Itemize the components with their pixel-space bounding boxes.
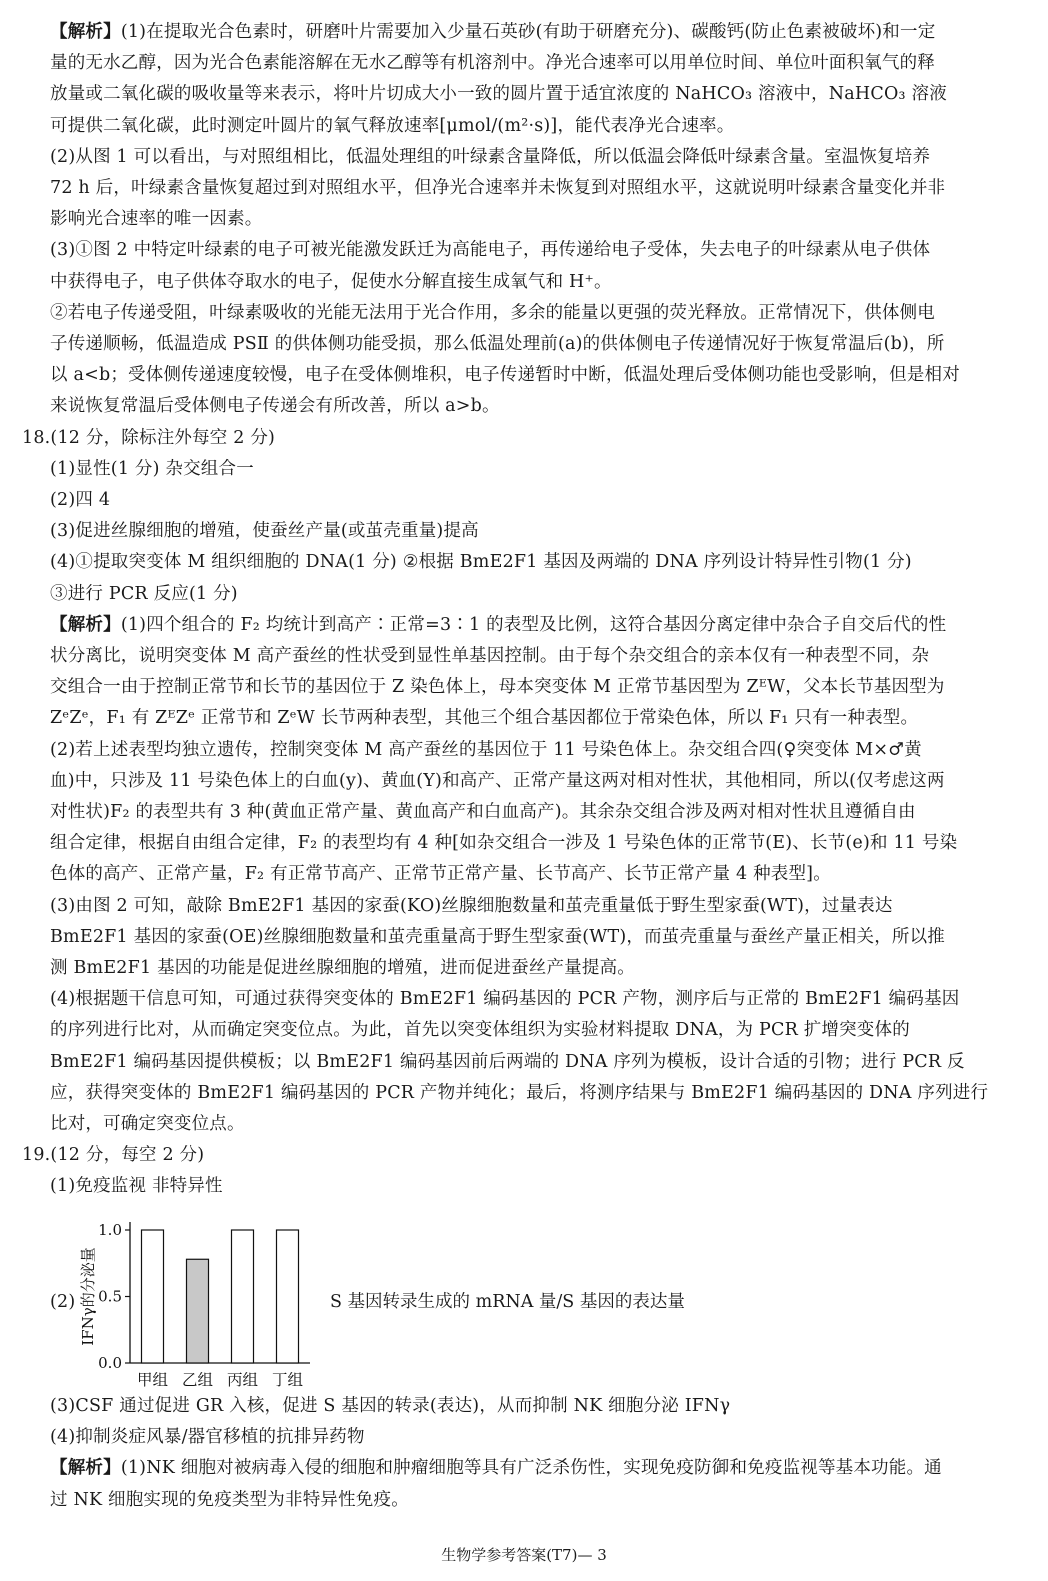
- text-line: BmE2F1 基因的家蚕(OE)丝腺细胞数量和茧壳重量高于野生型家蚕(WT)，而茧壳重量与蚕丝产量正相关，所以推: [50, 926, 945, 947]
- text-line: (2)从图 1 可以看出，与对照组相比，低温处理组的叶绿素含量降低，所以低温会降低叶绿素含量。室温恢复培养: [50, 146, 931, 167]
- text-line: 应，获得突变体的 BmE2F1 编码基因的 PCR 产物并纯化；最后，将测序结果与 BmE2F1 编码基因的 DNA 序列进行: [50, 1082, 989, 1103]
- text-line: (3)由图 2 可知，敲除 BmE2F1 基因的家蚕(KO)丝腺细胞数量和茧壳重量低于野生型家蚕(WT)，过量表达: [50, 895, 893, 916]
- text-line: 【解析】(1)在提取光合色素时，研磨叶片需要加入少量石英砂(有助于研磨充分)、碳酸钙(防止色素被破坏)和一定: [50, 22, 936, 42]
- analysis-marker: 【解析】: [50, 1458, 121, 1479]
- text-line: 过 NK 细胞实现的免疫类型为非特异性免疫。: [50, 1489, 409, 1510]
- bar-甲组: [142, 1230, 164, 1363]
- text-line: 19.(12 分，每空 2 分): [22, 1145, 205, 1166]
- text-line: 测 BmE2F1 基因的功能是促进丝腺细胞的增殖，进而促进蚕丝产量提高。: [50, 958, 635, 978]
- text-line: ②若电子传递受阻，叶绿素吸收的光能无法用于光合作用，多余的能量以更强的荧光释放。正常情况下，供体侧电: [50, 302, 935, 323]
- y-tick-label: 0.5: [98, 1287, 122, 1306]
- text-line: 72 h 后，叶绿素含量恢复超过到对照组水平，但净光合速率并未恢复到对照组水平，这就说明叶绿素含量变化并非: [50, 178, 946, 198]
- text-line: 组合定律，根据自由组合定律，F₂ 的表型均有 4 种[如杂交组合一涉及 1 号染色体的正常节(E)、长节(e)和 11 号染: [50, 833, 958, 854]
- x-tick-label: 丙组: [226, 1371, 259, 1389]
- text-line: 量的无水乙醇，因为光合色素能溶解在无水乙醇等有机溶剂中。净光合速率可以用单位时间、单位叶面积氧气的释: [50, 53, 935, 74]
- text-line: 影响光合速率的唯一因素。: [50, 209, 263, 230]
- x-tick-label: 丁组: [271, 1371, 304, 1389]
- text-line: 以 a<b；受体侧传递速度较慢，电子在受体侧堆积，电子传递暂时中断，低温处理后受体侧功能也受影响，但是相对: [50, 365, 960, 386]
- text-line: 来说恢复常温后受体侧电子传递会有所改善，所以 a>b。: [50, 396, 500, 417]
- analysis-marker: 【解析】: [50, 614, 121, 635]
- text-line: 可提供二氧化碳，此时测定叶圆片的氧气释放速率[μmol/(m²·s)]，能代表净光合速率。: [50, 115, 735, 136]
- y-axis-label: IFNγ的分泌量: [79, 1247, 97, 1346]
- text-line: 对性状)F₂ 的表型共有 3 种(黄血正常产量、黄血高产和白血高产)。其余杂交组合涉及两对相对性状且遵循自由: [50, 802, 916, 822]
- text-line: (1)显性(1 分) 杂交组合一: [50, 458, 254, 479]
- y-tick-label: 1.0: [98, 1221, 122, 1239]
- ifn-bar-chart: [60, 1205, 360, 1390]
- text-line: (4)根据题干信息可知，可通过获得突变体的 BmE2F1 编码基因的 PCR 产物，测序后与正常的 BmE2F1 编码基因: [50, 989, 960, 1010]
- text-line: (4)抑制炎症风暴/器官移植的抗排异药物: [50, 1427, 365, 1448]
- text-line: 色体的高产、正常产量，F₂ 有正常节高产、正常节正常产量、长节高产、长节正常产量 4 种表型]。: [50, 864, 831, 885]
- text-line: (2)四 4: [50, 490, 111, 510]
- text-line: 子传递顺畅，低温造成 PSⅡ 的供体侧功能受损，那么低温处理前(a)的供体侧电子传递情况好于恢复常温后(b)，所: [50, 334, 945, 354]
- text-line: 血)中，只涉及 11 号染色体上的白血(y)、黄血(Y)和高产、正常产量这两对相对性状，其他相同，所以(仅考虑这两: [50, 770, 945, 791]
- text-line: (3)促进丝腺细胞的增殖，使蚕丝产量(或茧壳重量)提高: [50, 521, 479, 542]
- analysis-marker: 【解析】: [50, 22, 121, 42]
- text-line: ③进行 PCR 反应(1 分): [50, 583, 238, 604]
- text-line: 中获得电子，电子供体夺取水的电子，促使水分解直接生成氧气和 H⁺。: [50, 271, 612, 292]
- text-line: 交组合一由于控制正常节和长节的基因位于 Z 染色体上，母本突变体 M 正常节基因型为 ZᴱW，父本长节基因型为: [50, 677, 945, 698]
- bar-乙组: [187, 1259, 209, 1363]
- text-line: (2)若上述表型均独立遗传，控制突变体 M 高产蚕丝的基因位于 11 号染色体上。杂交组合四(♀突变体 M×♂黄: [50, 739, 922, 760]
- chart-prefix: (2): [50, 1292, 76, 1312]
- text-line: (4)①提取突变体 M 组织细胞的 DNA(1 分) ②根据 BmE2F1 基因及两端的 DNA 序列设计特异性引物(1 分): [50, 552, 912, 573]
- text-line: (3)CSF 通过促进 GR 入核，促进 S 基因的转录(表达)，从而抑制 NK 细胞分泌 IFNγ: [50, 1396, 731, 1416]
- text-line: 18.(12 分，除标注外每空 2 分): [22, 427, 276, 448]
- text-line: 状分离比，说明突变体 M 高产蚕丝的性状受到显性单基因控制。由于每个杂交组合的亲本仅有一种表型不同，杂: [50, 646, 930, 666]
- text-line: 比对，可确定突变位点。: [50, 1114, 245, 1134]
- chart-description: S 基因转录生成的 mRNA 量/S 基因的表达量: [330, 1292, 685, 1312]
- text-line: 的序列进行比对，从而确定突变位点。为此，首先以突变体组织为实验材料提取 DNA，为 PCR 扩增突变体的: [50, 1020, 910, 1041]
- text-line: (1)免疫监视 非特异性: [50, 1176, 223, 1197]
- text-line: 放量或二氧化碳的吸收量等来表示，将叶片切成大小一致的圆片置于适宜浓度的 NaHCO₃ 溶液中，NaHCO₃ 溶液: [50, 84, 947, 105]
- page-footer: 生物学参考答案(T7)— 3: [441, 1546, 607, 1564]
- text-line: 【解析】(1)四个组合的 F₂ 均统计到高产∶正常=3∶1 的表型及比例，这符合基因分离定律中杂合子自交后代的性: [50, 614, 947, 635]
- text-line: ZᵉZᵉ，F₁ 有 ZᴱZᵉ 正常节和 ZᵉW 长节两种表型，其他三个组合基因都位于常染色体，所以 F₁ 只有一种表型。: [50, 708, 919, 729]
- x-tick-label: 甲组: [136, 1371, 169, 1389]
- text-line: (3)①图 2 中特定叶绿素的电子可被光能激发跃迁为高能电子，再传递给电子受体，失去电子的叶绿素从电子供体: [50, 240, 931, 261]
- y-tick-label: 0.0: [98, 1354, 122, 1372]
- bar-丙组: [232, 1230, 254, 1363]
- x-tick-label: 乙组: [181, 1371, 214, 1389]
- text-line: 【解析】(1)NK 细胞对被病毒入侵的细胞和肿瘤细胞等具有广泛杀伤性，实现免疫防御和免疫监视等基本功能。通: [50, 1458, 942, 1479]
- bar-丁组: [277, 1230, 299, 1363]
- text-line: BmE2F1 编码基因提供模板；以 BmE2F1 编码基因前后两端的 DNA 序列为模板，设计合适的引物；进行 PCR 反: [50, 1051, 965, 1072]
